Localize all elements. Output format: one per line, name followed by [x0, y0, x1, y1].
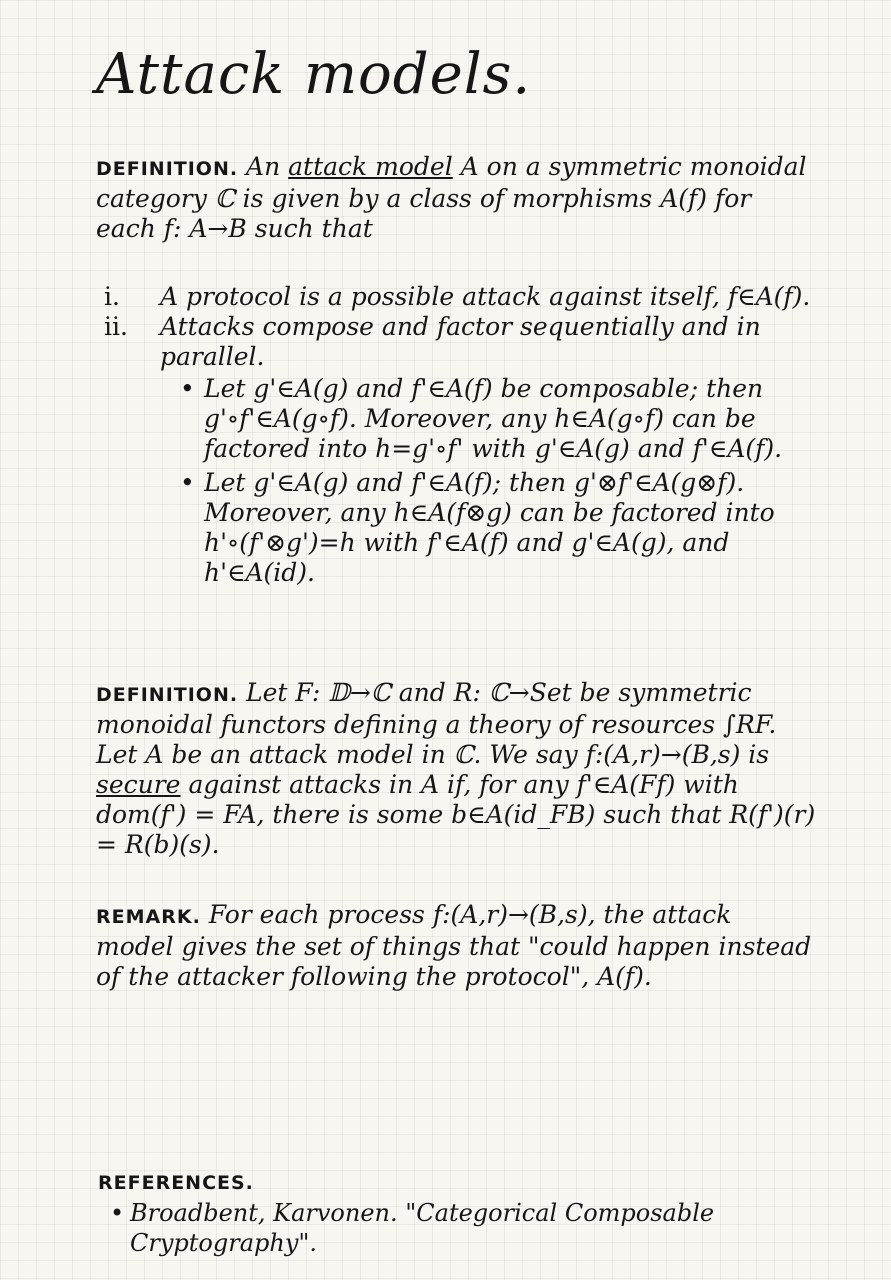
axiom-text: A protocol is a possible attack against itself, f∈A(f).	[160, 282, 811, 311]
remark-text	[96, 900, 816, 992]
remark	[96, 900, 816, 992]
definition-secure-text	[96, 678, 816, 860]
definition-term: attack model	[288, 152, 453, 181]
definition-body: A on a symmetric monoidal category ℂ is given by a class of morphisms A(f) for each f: A→B such that	[96, 152, 807, 243]
references-label: REFERENCES.	[98, 1172, 254, 1194]
page-title: Attack models.	[96, 42, 532, 107]
definition-attack-model	[96, 152, 816, 244]
axiom-number: i.	[104, 282, 120, 311]
definition-secure-post: against attacks in A if, for any f'∈A(Ff) with dom(f') = FA, there is some b∈A(id_FB) such that R(f')(r) = R(b)(s).	[96, 770, 816, 859]
composition-bullets	[178, 374, 824, 588]
remark-body: For each process f:(A,r)→(B,s), the attack model gives the set of things that "could happen instead of the attacker following the protocol", A(f).	[96, 900, 812, 991]
definition-secure-term: secure	[96, 770, 181, 799]
definition-secure-pre: Let F: 𝔻→ℂ and R: ℂ→Set be symmetric monoidal functors defining a theory of resources ∫RF. Let A be an attack model in ℂ. We say f:(A,r)→(B,s) is	[96, 678, 777, 769]
definition-secure	[96, 678, 816, 860]
references-list	[98, 1198, 858, 1258]
definition-label: DEFINITION.	[96, 684, 239, 706]
sequential-composition-bullet: • Let g'∈A(g) and f'∈A(f) be composable; then g'∘f'∈A(g∘f). Moreover, any h∈A(g∘f) can be factored into h=g'∘f' with g'∈A(g) and f'∈A(f).	[178, 374, 824, 464]
axiom-item	[104, 282, 824, 312]
axiom-item	[104, 312, 824, 372]
axiom-number: ii.	[104, 312, 128, 341]
axiom-text: Attacks compose and factor sequentially and in parallel.	[160, 312, 761, 371]
definition-pre: An	[246, 152, 281, 181]
references	[98, 1168, 858, 1258]
definition-label: DEFINITION.	[96, 158, 239, 180]
axiom-list	[104, 282, 824, 592]
definition-attack-model-text	[96, 152, 816, 244]
parallel-composition-bullet: • Let g'∈A(g) and f'∈A(f); then g'⊗f'∈A(g⊗f). Moreover, any h∈A(f⊗g) can be factored into h'∘(f'⊗g')=h with f'∈A(f) and g'∈A(g), and h'∈A(id).	[178, 468, 824, 588]
remark-label: REMARK.	[96, 906, 201, 928]
reference-item: • Broadbent, Karvonen. "Categorical Composable Cryptography".	[98, 1198, 858, 1258]
